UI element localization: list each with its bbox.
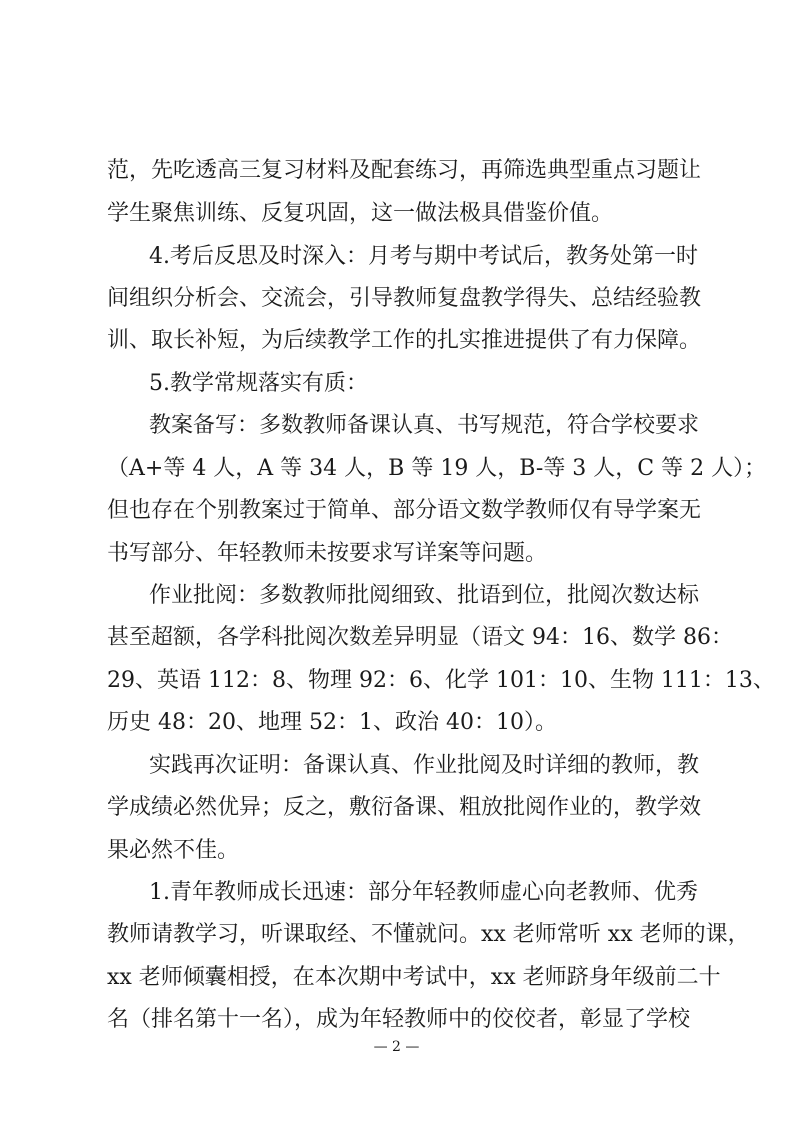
text-line (0, 240, 793, 274)
text-line (0, 791, 793, 825)
text-line (0, 706, 793, 740)
text-line (0, 579, 793, 613)
text-line (0, 961, 793, 995)
line-text: 甚至超额，各学科批阅次数差异明显（语文 94：16、数学 86： (107, 625, 733, 650)
line-text: 5.教学常规落实有质： (149, 371, 368, 396)
text-line (0, 494, 793, 528)
line-text: 历史 48：20、地理 52：1、政治 40：10）。 (107, 710, 557, 735)
text-line (0, 409, 793, 443)
text-line (0, 664, 793, 698)
text-line (0, 452, 793, 486)
line-text: 但也存在个别教案过于简单、部分语文数学教师仅有导学案无 (107, 498, 702, 523)
line-text: 教师请教学习，听课取经、不懂就问。xx 老师常听 xx 老师的课， (107, 922, 750, 947)
page-number: — 2 — (373, 1039, 420, 1055)
text-line (0, 197, 793, 231)
line-text: （A+等 4 人，A 等 34 人，B 等 19 人，B-等 3 人，C 等 2 人）； (107, 456, 767, 481)
line-text: 果必然不佳。 (107, 838, 240, 863)
line-text: 范，先吃透高三复习材料及配套练习，再筛选典型重点习题让 (107, 158, 702, 183)
line-text: 作业批阅：多数教师批阅细致、批语到位，批阅次数达标 (149, 583, 700, 608)
line-text: 学成绩必然优异；反之，敷衍备课、粗放批阅作业的，教学效 (107, 795, 702, 820)
text-line (0, 834, 793, 868)
line-text: 1.青年教师成长迅速：部分年轻教师虚心向老教师、优秀 (149, 880, 698, 905)
line-text: 实践再次证明：备课认真、作业批阅及时详细的教师，教 (149, 753, 700, 778)
text-line (0, 537, 793, 571)
text-line (0, 621, 793, 655)
text-line (0, 918, 793, 952)
line-text: 间组织分析会、交流会，引导教师复盘教学得失、总结经验教 (107, 286, 702, 311)
line-text: 4.考后反思及时深入：月考与期中考试后，教务处第一时 (149, 244, 698, 269)
line-text: 学生聚焦训练、反复巩固，这一做法极具借鉴价值。 (107, 201, 614, 226)
line-text: 29、英语 112：8、物理 92：6、化学 101：10、生物 111：13、 (107, 668, 775, 693)
line-text: xx 老师倾囊相授，在本次期中考试中，xx 老师跻身年级前二十 (107, 965, 721, 990)
text-line (0, 876, 793, 910)
text-line (0, 282, 793, 316)
text-line (0, 154, 793, 188)
text-line (0, 324, 793, 358)
text-line (0, 749, 793, 783)
line-text: 教案备写：多数教师备课认真、书写规范，符合学校要求 (149, 413, 700, 438)
text-line (0, 367, 793, 401)
line-text: 书写部分、年轻教师未按要求写详案等问题。 (107, 541, 548, 566)
line-text: 训、取长补短，为后续教学工作的扎实推进提供了有力保障。 (107, 328, 702, 353)
text-line (0, 1003, 793, 1037)
line-text: 名（排名第十一名），成为年轻教师中的佼佼者，彰显了学校 (107, 1007, 691, 1032)
